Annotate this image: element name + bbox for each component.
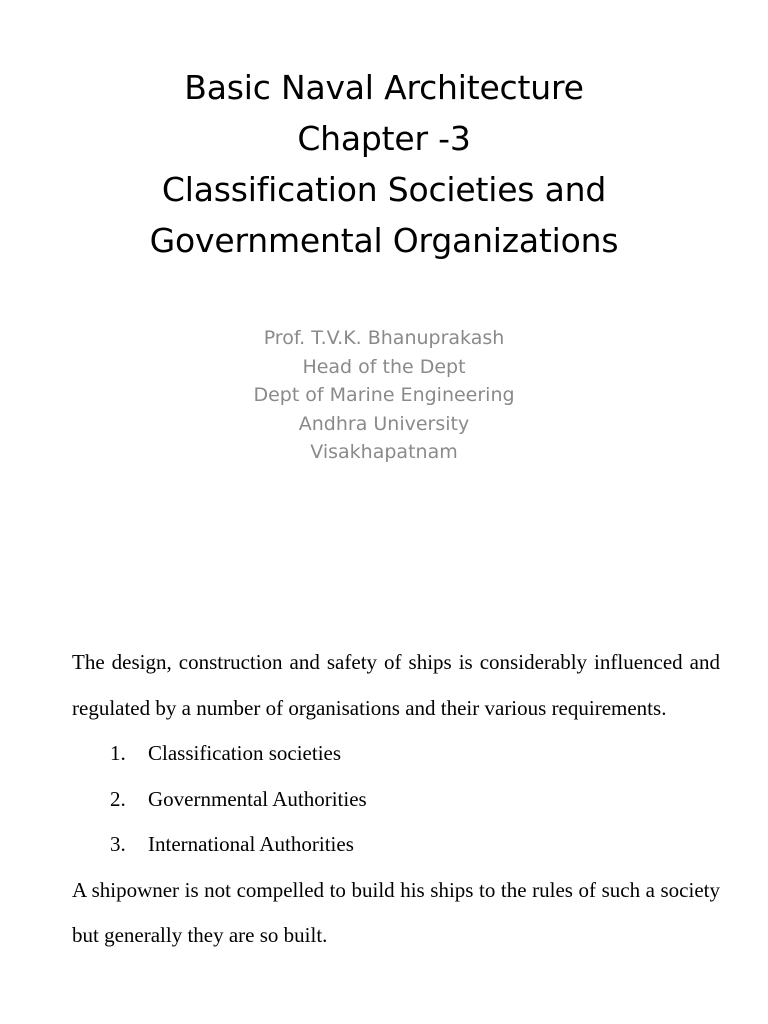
title-line-2: Chapter -3 (297, 119, 471, 158)
author-department: Dept of Marine Engineering (253, 384, 515, 406)
list-item-number: 3. (110, 832, 126, 856)
list-item (72, 822, 720, 868)
title-line-4: Governmental Organizations (149, 221, 619, 260)
author-city: Visakhapatnam (310, 441, 458, 463)
author-position: Head of the Dept (302, 355, 466, 378)
list-item (72, 777, 720, 823)
body-text (72, 640, 720, 959)
author-university: Andhra University (298, 412, 470, 435)
list-item-text: Classification societies (148, 741, 342, 765)
list-item-number: 2. (110, 786, 126, 811)
requirements-list (72, 731, 720, 868)
author-name: Prof. T.V.K. Bhanuprakash (263, 327, 505, 349)
title-line-1: Basic Naval Architecture (184, 68, 584, 107)
author-block (0, 324, 768, 467)
list-item-text: International Authorities (148, 832, 354, 856)
title-block (0, 62, 768, 266)
list-item-number: 1. (110, 741, 126, 765)
closing-paragraph: A shipowner is not compelled to build his ships to the rules of such a society but generally they are so built. (72, 877, 720, 947)
intro-paragraph: The design, construction and safety of ships is considerably influenced and regulated by a number of organisations and their various requirements. (72, 650, 720, 720)
title-line-3: Classification Societies and (161, 170, 607, 209)
list-item (72, 731, 720, 777)
list-item-text: Governmental Authorities (148, 786, 367, 811)
